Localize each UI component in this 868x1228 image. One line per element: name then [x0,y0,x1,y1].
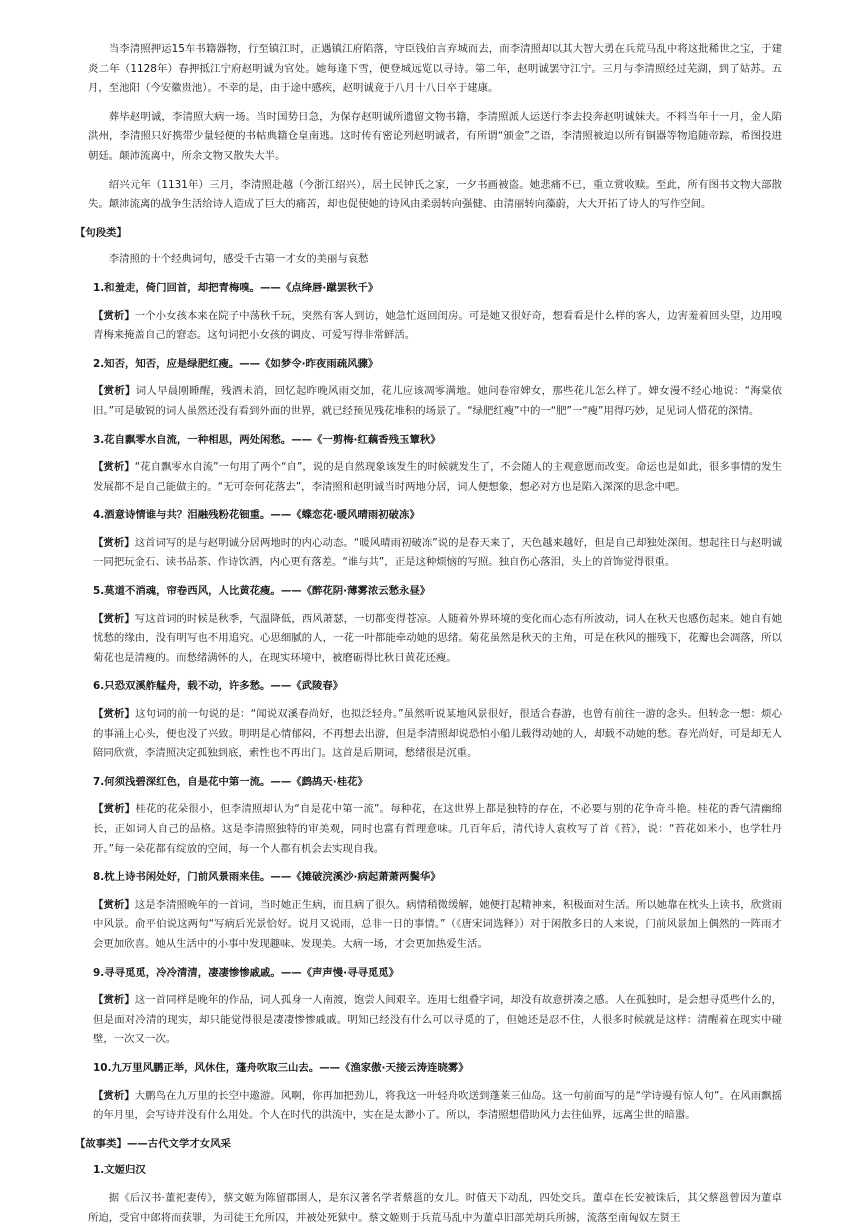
analysis-text: 一个小女孩本来在院子中荡秋千玩，突然有客人到访，她急忙返回闺房。可是她又很好奇，想看看是什么样的客人，边害羞着回头望，边用嗅青梅来掩盖自己的窘态。这句词把小女孩的调皮、可爱写得非常鲜活。 [93,309,782,342]
analysis-tag: 【赏析】 [93,898,135,911]
quote-analysis [88,991,782,1050]
analysis-tag: 【赏析】 [93,708,136,721]
quote-title: 3.花自飘零水自流，一种相思，两处闲愁。——《一剪梅·红藕香残玉簟秋》 [93,433,441,446]
intro-paragraph-3: 绍兴元年（1131年）三月，李清照赴越（今浙江绍兴），居土民钟氏之家，一夕书画被盗。她悲痛不已，重立赏收赎。至此，所有图书文物大部散失。颠沛流离的战争生活给诗人造成了巨大的痛苦，却也促使她的诗风由柔弱转向强健、由清丽转向藻蔚，大大开拓了诗人的写作空间。 [88,178,782,211]
quote-analysis [88,610,782,669]
quote-list [88,279,782,1126]
quote-title: 1.和羞走，倚门回首，却把青梅嗅。——《点绛唇·蹴罢秋千》 [93,281,379,294]
analysis-tag: 【赏析】 [93,994,135,1007]
analysis-text: 这首词写的是与赵明诚分居两地时的内心动态。“暖风晴雨初破冻”说的是春天来了，天色越来越好，但是自己却独处深闺。想起往日与赵明诚一同把玩金石、读书品茶、作诗饮酒，内心更有落差。“谁与共”，正是这种烦恼的写照。独自伤心落泪，头上的首饰觉得很重。 [93,536,782,569]
analysis-tag: 【赏析】 [93,309,135,322]
quote-title: 4.酒意诗情谁与共？泪融残粉花钿重。——《蝶恋花·暖风晴雨初破冻》 [93,509,420,522]
intro-paragraph-1: 当李清照押运15车书籍器物，行至镇江时，正遇镇江府陷落，守臣钱伯言弃城而去，而李清照却以其大智大勇在兵荒马乱中将这批稀世之宝，于建炎二年（1128年）春押抵江宁府赵明诚为官处。她每逢下雪，便登城远览以寻诗。第二年，赵明诚罢守江宁。三月与李清照经过芜湖，到了姑苏。五月，至池阳（今安徽贵池）。不幸的是，由于途中感疾，赵明诚竟于八月十八日卒于建康。 [88,43,782,95]
section-header-stories: 【故事类】——古代文学才女风采 [75,1137,231,1150]
analysis-tag: 【赏析】 [93,803,136,816]
analysis-text: 桂花的花朵很小，但李清照却认为“自是花中第一流”。每种花，在这世界上都是独特的存在，不必要与别的花争奇斗艳。桂花的香气清幽绵长，正如词人自己的品格。这是李清照独特的审美观，同时也富有哲理意味。几百年后，清代诗人袁枚写了首《苔》，说：“苔花如米小，也学牡丹开。”每一朵花都有绽放的空间，每一个人都有机会去实现自我。 [93,803,783,855]
analysis-text: 大鹏鸟在九万里的长空中遨游。风啊，你再加把劲儿，将我这一叶轻舟吹送到蓬莱三仙岛。这一句前面写的是“学诗谩有惊人句”。在风雨飘摇的年月里，会写诗并没有什么用处。个人在时代的洪流中，实在是太渺小了。所以，李清照想借助风力去往仙界，远离尘世的暗嚣。 [93,1089,782,1122]
quote-title: 7.何须浅碧深红色，自是花中第一流。——《鹧鸪天·桂花》 [93,775,368,788]
quote-title: 9.寻寻觅觅，冷冷清清，凄凄惨惨戚戚。——《声声慢·寻寻觅觅》 [93,966,400,979]
analysis-tag: 【赏析】 [93,461,135,474]
story-title: 1.文姬归汉 [93,1164,146,1177]
quote-analysis [88,534,782,573]
analysis-tag: 【赏析】 [93,536,135,549]
analysis-tag: 【赏析】 [93,1089,135,1102]
quote-analysis [88,896,782,955]
analysis-text: 词人早晨刚睡醒，残酒未消，回忆起昨晚风雨交加，花儿应该凋零满地。她问卷帘婢女，那些花儿怎么样了。婢女漫不经心地说：“海棠依旧。”可是敏锐的词人虽然还没有看到外面的世界，就已经预见残花堆积的场景了。“绿肥红瘦”中的一“肥”一“瘦”用得巧妙，足见词人惜花的深情。 [93,385,782,417]
quote-analysis [88,800,782,859]
analysis-text: 这句词的前一句说的是：“闻说双溪春尚好，也拟泛轻舟。”虽然听说某地风景很好，很适合春游，也曾有前往一游的念头。但转念一想：烦心的事涌上心头，便也没了兴致。明明是心情郁闷，不再想去出游，但是李清照却说恐怕小船儿载得动她的人，却载不动她的愁。春光尚好，可是却无人陪同欣赏，李清照决定孤独到底，索性也不再出门。这首是后期词，愁绪很是沉重。 [93,708,783,760]
quote-title: 10.九万里风鹏正举，风休住，蓬舟吹取三山去。——《渔家傲·天接云涛连晓雾》 [93,1061,469,1074]
quote-analysis [88,458,782,497]
analysis-tag: 【赏析】 [93,385,136,398]
quote-title: 2.知否，知否，应是绿肥红瘦。——《如梦令·昨夜雨疏风骤》 [93,357,379,370]
analysis-text: 写这首词的时候是秋季，气温降低，西风萧瑟，一切都变得苍凉。人随着外界环境的变化而心态有所波动，词人在秋天也感伤起来。她自有她忧愁的缘由，没有明写也不用追究。心思细腻的人，一花一叶都能牵动她的思绪。菊花虽然是秋天的主角，可是在秋风的摧残下，花瓣也会凋落，所以菊花也是清瘦的。而愁绪满怀的人，在现实环境中，被磨砺得比秋日黄花还瘦。 [93,612,782,664]
quote-analysis [88,1087,782,1126]
story-paragraph: 据《后汉书·董祀妻传》，蔡文姬为陈留郡圉人，是东汉著名学者蔡邕的女儿。时值天下动乱，四处交兵。董卓在长安被诛后，其父蔡邕曾因为董卓所迫，受官中郎将而获罪，为司徒王允所囚，并被处死狱中。蔡文姬则于兵荒马乱中为董卓旧部羌胡兵所掳，流落至南匈奴左贤王 [88,1191,782,1224]
analysis-text: 这是李清照晚年的一首词，当时她正生病，而且病了很久。病情稍微缓解，她便打起精神来，积极面对生活。所以她靠在枕头上读书，欣赏雨中风景。俞平伯说这两句“写病后光景恰好。说月又说雨，总非一日的事情。”（《唐宋词选释》）对于闲散多日的人来说，门前风景加上偶然的一阵雨才会更加欣喜。她从生活中的小事中发现趣味、发现美。大病一场，才会更加热爱生活。 [93,898,782,950]
intro-paragraph-2: 葬毕赵明诚，李清照大病一场。当时国势日急，为保存赵明诚所遗留文物书籍，李清照派人运送行李去投奔赵明诚妹夫。不料当年十一月，金人陷洪州，李清照只好携带少量轻便的书帖典籍仓皇南逃。这时传有密论列赵明诚者，有所谓“颁金”之语，李清照被迫以所有铜器等物追随帝踪，希图投进朝廷。颠沛流离中，所余文物又散失大半。 [88,110,782,162]
analysis-text: 这一首同样是晚年的作品，词人孤身一人南渡，饱尝人间艰辛。连用七组叠字词，却没有故意拼凑之感。人在孤独时，是会想寻觅些什么的，但是面对冷清的现实，却只能觉得很是凄凄惨惨戚戚。明知已经没有什么可以寻觅的了，但她还是忍不住，人很多时候就是这样：清醒着在现实中碰壁，一次又一次。 [93,994,782,1046]
analysis-tag: 【赏析】 [93,612,135,625]
quote-analysis [88,705,782,764]
section-lead: 李清照的十个经典词句，感受千古第一才女的美丽与哀愁 [108,253,369,266]
section-header-quotes: 【句段类】 [75,226,127,239]
quote-analysis [88,382,782,421]
quote-title: 8.枕上诗书闲处好，门前风景雨来佳。——《摊破浣溪沙·病起萧萧两鬓华》 [93,871,441,884]
quote-title: 6.只恐双溪舴艋舟，载不动，许多愁。——《武陵春》 [93,680,344,693]
quote-analysis [88,307,782,346]
analysis-text: “花自飘零水自流”一句用了两个“自”，说的是自然现象该发生的时候就发生了，不会随人的主观意愿而改变。命运也是如此，很多事情的发生发展都不是自己能做主的。“无可奈何花落去”，李清照和赵明诚当时两地分居，词人便想象，想必对方也是陷入深深的思念中吧。 [93,461,783,493]
quote-title: 5.莫道不消魂，帘卷西风，人比黄花瘦。——《醉花阴·薄雾浓云愁永昼》 [93,585,431,598]
